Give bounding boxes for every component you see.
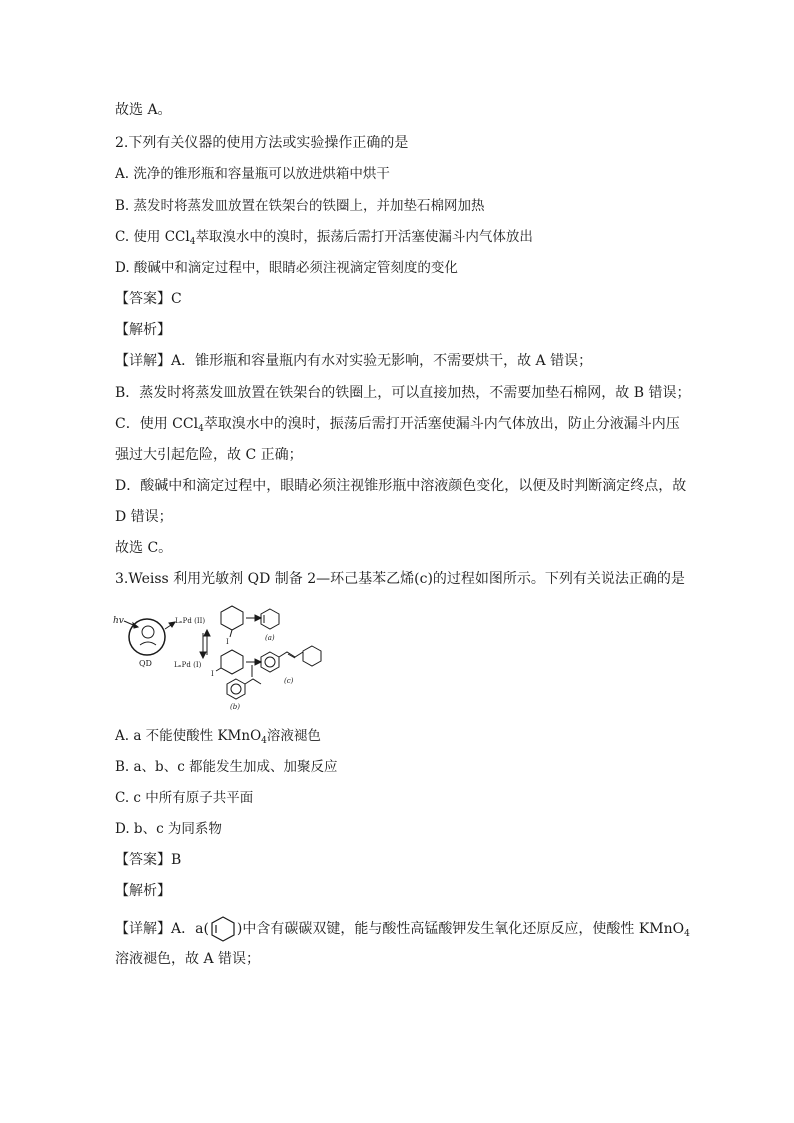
label-b: (b) (230, 703, 240, 711)
q3-option-b: B. a、b、c 都能发生加成、加聚反应 (115, 759, 338, 775)
benzene-ring-c (261, 652, 279, 672)
q3-option-d: D. b、c 为同系物 (115, 821, 222, 837)
q2-option-c: C. 使用 CCl$_4$萃取溴水中的溴时，振荡后需打开活塞使漏斗内气体放出 (115, 229, 533, 247)
q3-analysis-title: 【解析】 (115, 883, 171, 899)
q3-answer: 【答案】B (115, 852, 182, 868)
lnpd2-label: LₙPd (II) (175, 617, 206, 625)
q2-detail-c-line2: 强过大引起危险，故 C 正确； (115, 447, 303, 463)
q2-detail-d-line1: D．酸碱中和滴定过程中，眼睛必须注视锥形瓶中溶液颜色变化，以便及时判断滴定终点，故 (115, 478, 687, 494)
qd-label: QD (139, 659, 152, 668)
q2-detail-c-line1: C．使用 CCl$_4$萃取溴水中的溴时，振荡后需打开活塞使漏斗内气体放出，防止分液漏斗内压 (115, 416, 680, 434)
cyclohexyl-ring-top (221, 606, 243, 630)
label-a: (a) (265, 634, 275, 642)
q2-answer: 【答案】C (115, 291, 182, 307)
q2-option-b: B. 蒸发时将蒸发皿放置在铁架台的铁圈上，并加垫石棉网加热 (115, 198, 485, 214)
qd-inner-circle (142, 626, 154, 638)
q3-option-c: C. c 中所有原子共平面 (115, 790, 254, 806)
q2-stem: 2.下列有关仪器的使用方法或实验操作正确的是 (115, 135, 409, 151)
benzene-ring-b (227, 679, 245, 699)
hv-label: hv (113, 616, 124, 626)
q2-option-d: D. 酸碱中和滴定过程中，眼睛必须注视滴定管刻度的变化 (115, 260, 458, 276)
cyclohexene-inline-icon (210, 916, 236, 942)
iodine-label-bottom: I (211, 670, 214, 678)
q3-detail-a-line2: 溶液褪色，故 A 错误； (115, 951, 261, 967)
iodine-label-top: I (226, 638, 229, 646)
q2-detail-a: 【详解】A．锥形瓶和容量瓶内有水对实验无影响，不需要烘干，故 A 错误； (115, 353, 593, 369)
q2-detail-b: B．蒸发时将蒸发皿放置在铁架台的铁圈上，可以直接加热，不需要加垫石棉网，故 B 错误； (115, 385, 691, 401)
q3-option-a: A. a 不能使酸性 KMnO$_4$溶液褪色 (115, 728, 321, 746)
q2-option-a: A. 洗净的锥形瓶和容量瓶可以放进烘箱中烘干 (115, 166, 390, 182)
q2-conclusion: 故选 C。 (115, 540, 173, 556)
cyclohexyl-ring-bottom (221, 650, 243, 674)
qd-inner-arc (140, 642, 156, 645)
label-c: (c) (284, 677, 294, 685)
reaction-scheme-figure (112, 603, 332, 713)
q3-stem: 3.Weiss 利用光敏剂 QD 制备 2—环己基苯乙烯(c)的过程如图所示。下列有关说法正确的是 (115, 571, 685, 587)
lnpd1-label: LₙPd (I) (174, 661, 202, 669)
prev-conclusion: 故选 A。 (115, 102, 172, 118)
vinyl-group-b (245, 679, 261, 684)
cyclohexane-ring-c (303, 646, 321, 666)
q2-analysis-title: 【解析】 (115, 322, 171, 338)
q2-detail-d-line2: D 错误； (115, 509, 173, 525)
q3-detail-a-line1: 【详解】A．a( )中含有碳碳双键，能与酸性高锰酸钾发生氧化还原反应，使酸性 KMnO$_4$ (115, 916, 690, 942)
